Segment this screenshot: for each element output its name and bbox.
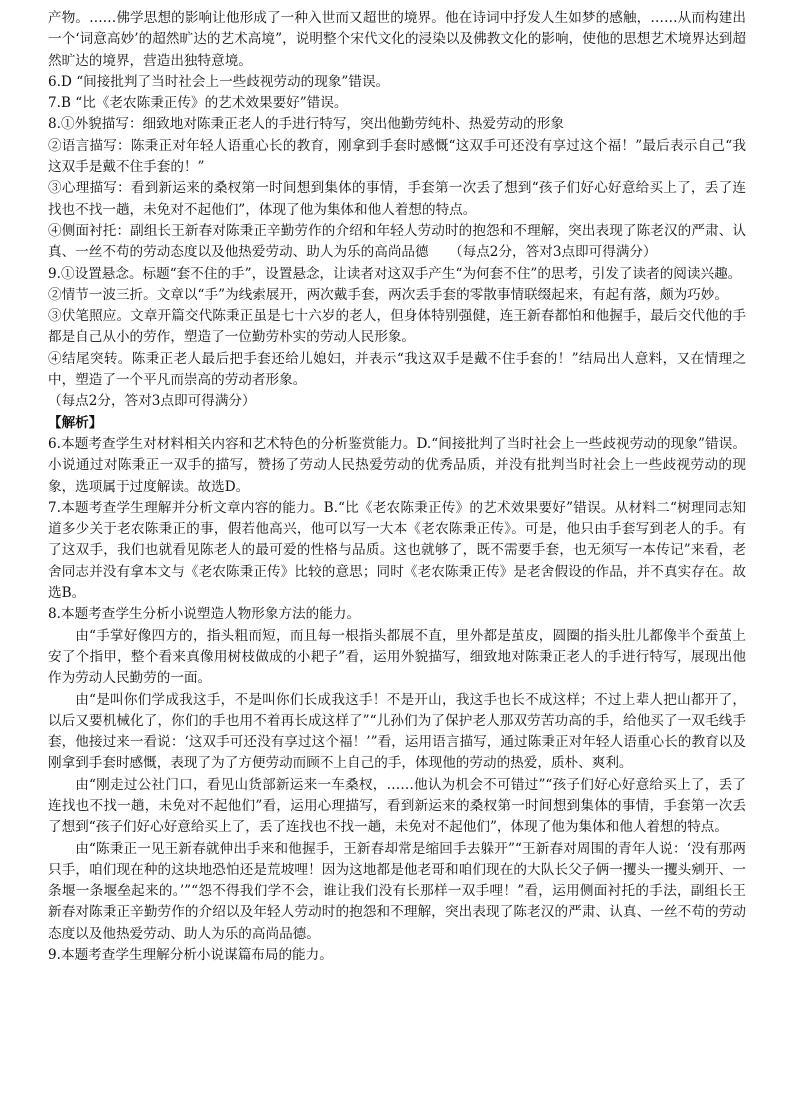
paragraph: ④结尾突转。陈秉正老人最后把手套还给儿媳妇，并表示“我这双手是戴不住手套的！”结局出人意料，又在情理之中，塑造了一个平凡而崇高的劳动者形象。 bbox=[48, 350, 746, 389]
paragraph: 6.D “间接批判了当时社会上一些歧视劳动的现象”错误。 bbox=[48, 73, 390, 90]
paragraph: 8.①外貌描写：细致地对陈秉正老人的手进行特写，突出他勤劳纯朴、热爱劳动的形象 bbox=[48, 116, 564, 133]
paragraph: 7.本题考查学生理解并分析文章内容的能力。B.“比《老农陈秉正传》的艺术效果要好”错误。从材料二“树理同志知道多少关于老农陈秉正的事，假若他高兴，他可以写一大本《老农陈秉正传》。可是，他只由手套写到老人的手。有了这双手，我们也就看见陈老人的最可爱的性格与品质。这也就够了，既不需要手套，也无须写一本传记”来看，老舍同志并没有拿本文与《老农陈秉正传》比较的意思；同时《老农陈秉正传》是老舍假设的作品，并不真实存在。故选B。 bbox=[48, 499, 746, 602]
paragraph: 9.①设置悬念。标题“套不住的手”，设置悬念，让读者对这双手产生“为何套不住”的思考，引发了读者的阅读兴趣。 bbox=[48, 265, 742, 282]
paragraph: 6.本题考查学生对材料相关内容和艺术特色的分析鉴赏能力。D.“间接批判了当时社会上一些歧视劳动的现象”错误。小说通过对陈秉正一双手的描写，赞扬了劳动人民热爱劳动的优秀品质，并没有批判当时社会上一些歧视劳动的现象，选项属于过度解读。故选D。 bbox=[48, 435, 746, 495]
paragraph: 由“是叫你们学成我这手，不是叫你们长成我这手！不是开山，我这手也长不成这样；不过上辈人把山都开了，以后又要机械化了，你们的手也用不着再长成这样了”“儿孙们为了保护老人那双劳苦功高的手，给他买了一双毛线手套，他接过来一看说：‘这双手可还没有享过这个福！’”看，运用语言描写，通过陈秉正对年轻人语重心长的教育以及刚拿到手套时感慨，表现了为了方便劳动而顾不上自己的手，体现他的劳动的热爱，质朴、爽利。 bbox=[48, 691, 746, 772]
paragraph: 由“刚走过公社门口，看见山货部新运来一车桑杈，……他认为机会不可错过”“孩子们好心好意给买上了，丢了连找也不找一趟，未免对不起他们”看，运用心理描写，看到新运来的桑杈第一时间想到集体的事情，手套第一次丢了想到“孩子们好心好意给买上了，丢了连找也不找一趟，未免对不起他们”，体现了他为集体和他人着想的特点。 bbox=[48, 776, 746, 836]
paragraph: （每点2分，答对3点即可得满分） bbox=[48, 393, 256, 410]
paragraph: ④侧面衬托：副组长王新春对陈秉正辛勤劳作的介绍和年轻人劳动时的抱怨和不理解，突出表现了陈老汉的严肃、认真、一丝不苟的劳动态度以及他热爱劳动、助人为乐的高尚品德 （每点2分，答对3点即可得满分） bbox=[48, 222, 746, 261]
paragraph: ②情节一波三折。文章以“手”为线索展开，两次戴手套，两次丢手套的零散事情联缀起来，有起有落，颇为巧妙。 bbox=[48, 286, 728, 303]
paragraph: 9.本题考查学生理解分析小说谋篇布局的能力。 bbox=[48, 947, 333, 964]
paragraph: 由“手掌好像四方的，指头粗而短，而且每一根指头都展不直，里外都是茧皮，圆圈的指头肚儿都像半个蚕茧上安了个指甲，整个看来真像用树枝做成的小耙子”看，运用外貌描写，细致地对陈秉正老人的手进行特写，展现出他作为劳动人民勤劳的一面。 bbox=[48, 627, 746, 687]
paragraph: ③心理描写：看到新运来的桑杈第一时间想到集体的事情，手套第一次丢了想到“孩子们好心好意给买上了，丢了连找也不找一趟，未免对不起他们”，体现了他为集体和他人着想的特点。 bbox=[48, 180, 746, 218]
paragraph: ③伏笔照应。文章开篇交代陈秉正虽是七十六岁的老人，但身体特别强健，连王新春都怕和他握手，最后交代他的手都是自己从小的劳作，塑造了一位勤劳朴实的劳动人民形象。 bbox=[48, 308, 746, 346]
paragraph: ②语言描写：陈秉正对年轻人语重心长的教育，刚拿到手套时感慨“这双手可还没有享过这个福！”最后表示自己“我这双手是戴不住手套的！” bbox=[48, 137, 746, 176]
paragraph: 由“陈秉正一见王新春就伸出手来和他握手，王新春却常是缩回手去躲开”“王新春对周围的青年人说：‘没有那两只手，咱们现在种的这块地恐怕还是荒坡哩！因为这地都是他老哥和咱们现在的大队长父子俩一攫头一攫头剜开、一条堰一条堰垒起来的。’”“怨不得我们学不会，谁让我们没有长那样一双手哩！”看，运用侧面衬托的手法，副组长王新春对陈秉正辛勤劳作的介绍以及年轻人劳动时的抱怨和不理解，突出表现了陈老汉的严肃、认真、一丝不苟的劳动态度以及他热爱劳动、助人为乐的高尚品德。 bbox=[48, 840, 746, 942]
section-heading: 【解析】 bbox=[48, 414, 103, 431]
paragraph: 产物。……佛学思想的影响让他形成了一种入世而又超世的境界。他在诗词中抒发人生如梦的感触，……从而构建出一个‘词意高妙’的超然旷达的艺术高境”，说明整个宋代文化的浸染以及佛教文化的影响，使他的思想艺术境界达到超然旷达的境界，营造出独特意境。 bbox=[48, 10, 746, 69]
paragraph: 7.B “比《老农陈秉正传》的艺术效果要好”错误。 bbox=[48, 95, 348, 112]
paragraph: 8.本题考查学生分析小说塑造人物形象方法的能力。 bbox=[48, 606, 361, 623]
